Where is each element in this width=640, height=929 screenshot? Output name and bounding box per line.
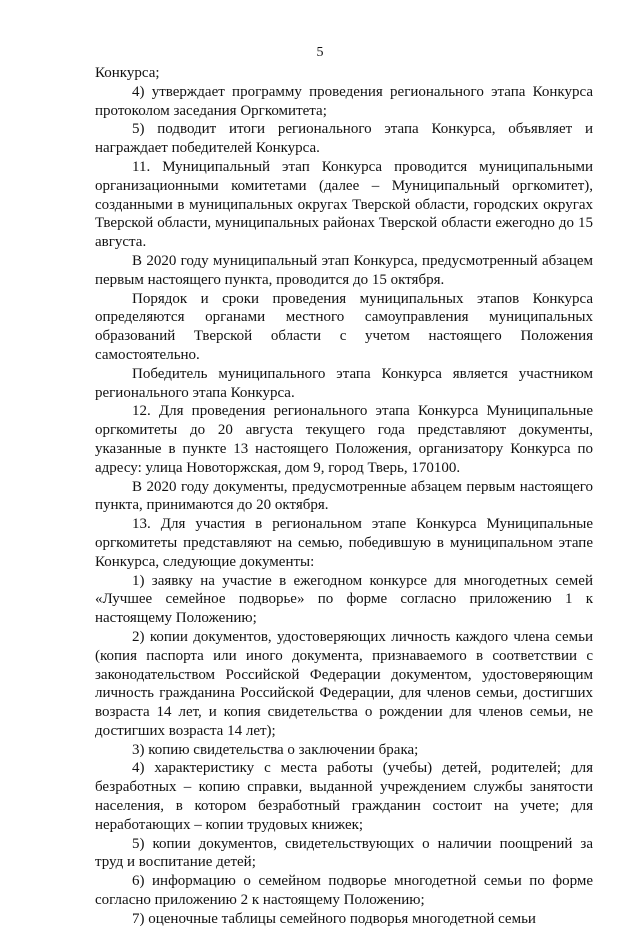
page-number: 5 (316, 45, 324, 60)
paragraph-item-4: 4) утверждает программу проведения регионального этапа Конкурса протоколом заседания Оргкомитета; (95, 83, 593, 119)
paragraph-2020-municipal-deadline: В 2020 году муниципальный этап Конкурса, предусмотренный абзацем первым настоящего пункта, проводится до 15 октября. (95, 252, 593, 288)
paragraph-section-13: 13. Для участия в региональном этапе Конкурса Муниципальные оргкомитеты представляют на семью, победившую в муниципальном этапе Конкурса, следующие документы: (95, 516, 593, 570)
paragraph-section-11: 11. Муниципальный этап Конкурса проводится муниципальными организационными комитетами (далее – Муниципальный оргкомитет), созданными в муниципальных округах Тверской области, городских округах Тверской области, муниципальных районах Тверской области ежегодно до 15 августа. (95, 158, 593, 251)
list-item-7: 7) оценочные таблицы семейного подворья многодетной семьи (132, 910, 536, 927)
list-item-5: 5) копии документов, свидетельствующих о наличии поощрений за труд и воспитание детей; (95, 835, 593, 871)
list-item-1: 1) заявку на участие в ежегодном конкурсе для многодетных семей «Лучшее семейное подворье» по форме согласно приложению 1 к настоящему Положению; (95, 572, 593, 627)
document-body (95, 64, 593, 929)
paragraph-continuation: Конкурса; (95, 65, 160, 81)
paragraph-municipal-winner: Победитель муниципального этапа Конкурса является участником регионального этапа Конкурса. (95, 365, 593, 401)
list-item-2: 2) копии документов, удостоверяющих личность каждого члена семьи (копия паспорта или иного документа, признаваемого в соответствии с законодательством Российской Федерации документом, удостоверяющим личность гражданина Российской Федерации, для членов семьи, достигших возраста 14 лет, и копия свидетельства о рождении для членов семьи, не достигших возраста 14 лет); (95, 628, 593, 739)
paragraph-2020-documents-deadline: В 2020 году документы, предусмотренные абзацем первым настоящего пункта, принимаются до 20 октября. (95, 478, 593, 514)
list-item-6: 6) информацию о семейном подворье многодетной семьи по форме согласно приложению 2 к настоящему Положению; (95, 873, 593, 909)
list-item-4: 4) характеристику с места работы (учебы) детей, родителей; для безработных – копию справки, выданной учреждением службы занятости населения, в котором безработный гражданин состоит на учете; для неработающих – копии трудовых книжек; (95, 760, 593, 833)
paragraph-section-12: 12. Для проведения регионального этапа Конкурса Муниципальные оргкомитеты до 20 августа текущего года представляют документы, указанные в пункте 13 настоящего Положения, организатору Конкурса по адресу: улица Новоторжская, дом 9, город Тверь, 170100. (95, 403, 593, 476)
list-item-3: 3) копию свидетельства о заключении брака; (132, 741, 419, 758)
paragraph-item-5: 5) подводит итоги регионального этапа Конкурса, объявляет и награждает победителей Конкурса. (95, 121, 593, 157)
paragraph-procedure: Порядок и сроки проведения муниципальных этапов Конкурса определяются органами местного самоуправления муниципальных образований Тверской области с учетом настоящего Положения самостоятельно. (95, 290, 593, 363)
